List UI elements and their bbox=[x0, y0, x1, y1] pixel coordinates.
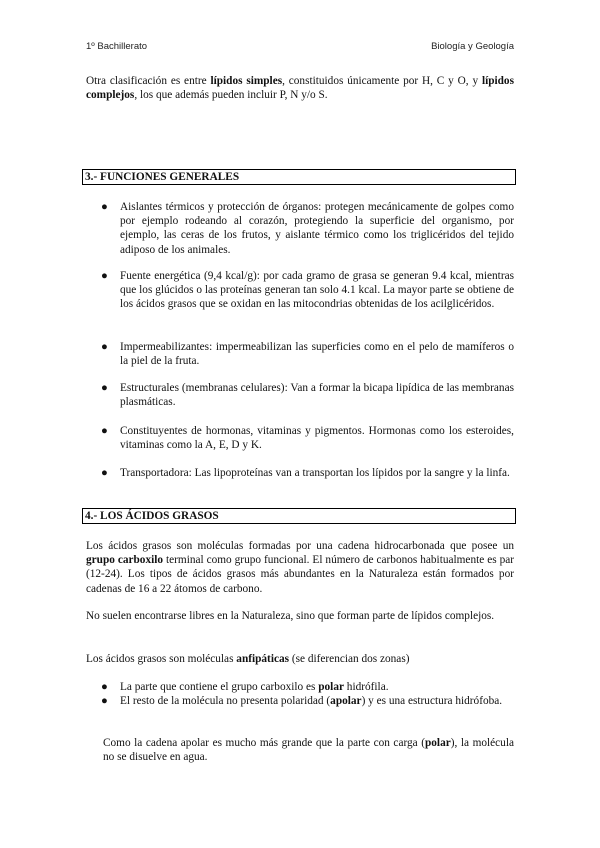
fatty-acids-paragraph: Los ácidos grasos son moléculas formadas por una cadena hidrocarbonada que posee un grupo carboxilo terminal como grupo funcional. El número de carbonos habitualmente es par (12-24). Los tipos de ácidos grasos más abundantes en la Naturaleza están formados por cadenas de 16 a 22 átomos de carbono. bbox=[86, 540, 514, 595]
function-item: Fuente energética (9,4 kcal/g): por cada gramo de grasa se generan 9.4 kcal, mientras que los glúcidos o las proteínas generan tan solo 4.1 kcal. La mayor parte se obtiene de los ácidos grasos que se oxidan en las mitocondrias obtenidas de los acilglicéridos. bbox=[120, 270, 514, 311]
header-subject: Biología y Geología bbox=[431, 41, 514, 52]
amphipathic-item: El resto de la molécula no presenta polaridad (apolar) y es una estructura hidrófoba. bbox=[120, 695, 503, 707]
amphipathic-item: La parte que contiene el grupo carboxilo es polar hidrófila. bbox=[120, 681, 389, 693]
function-item: Estructurales (membranas celulares): Van a formar la bicapa lipídica de las membranas plasmáticas. bbox=[120, 382, 514, 409]
bullet-icon: ● bbox=[101, 695, 108, 707]
intro-paragraph: Otra clasificación es entre lípidos simples, constituidos únicamente por H, C y O, y lípidos complejos, los que además pueden incluir P, N y/o S. bbox=[86, 75, 514, 102]
section-4-heading: 4.- LOS ÁCIDOS GRASOS bbox=[82, 508, 516, 524]
bullet-icon: ● bbox=[101, 681, 108, 693]
bullet-icon: ● bbox=[101, 270, 108, 282]
fatty-acids-conclusion: Como la cadena apolar es mucho más grande que la parte con carga (polar), la molécula no se disuelve en agua. bbox=[103, 737, 514, 764]
function-item: Constituyentes de hormonas, vitaminas y pigmentos. Hormonas como los esteroides, vitaminas como la A, E, D y K. bbox=[120, 425, 514, 452]
header-course: 1º Bachillerato bbox=[86, 41, 148, 52]
bullet-icon: ● bbox=[101, 341, 108, 353]
bullet-icon: ● bbox=[101, 425, 108, 437]
bullet-icon: ● bbox=[101, 382, 108, 394]
function-item: Aislantes térmicos y protección de órganos: protegen mecánicamente de golpes como por ejemplo rodeando al corazón, protegiendo la superficie del organismo, por ejemplo, las ceras de los frutos, y aislante térmico como los triglicéridos del tejido adiposo de los animales. bbox=[120, 201, 514, 256]
function-item: Impermeabilizantes: impermeabilizan las superficies como en el pelo de mamíferos o la piel de la fruta. bbox=[120, 341, 514, 368]
fatty-acids-paragraph: No suelen encontrarse libres en la Naturaleza, sino que forman parte de lípidos complejos. bbox=[86, 610, 495, 622]
bullet-icon: ● bbox=[101, 467, 108, 479]
function-item: Transportadora: Las lipoproteínas van a transportan los lípidos por la sangre y la linfa. bbox=[120, 467, 510, 479]
fatty-acids-paragraph: Los ácidos grasos son moléculas anfipáticas (se diferencian dos zonas) bbox=[86, 653, 410, 665]
section-3-heading: 3.- FUNCIONES GENERALES bbox=[82, 169, 516, 185]
bullet-icon: ● bbox=[101, 201, 108, 213]
